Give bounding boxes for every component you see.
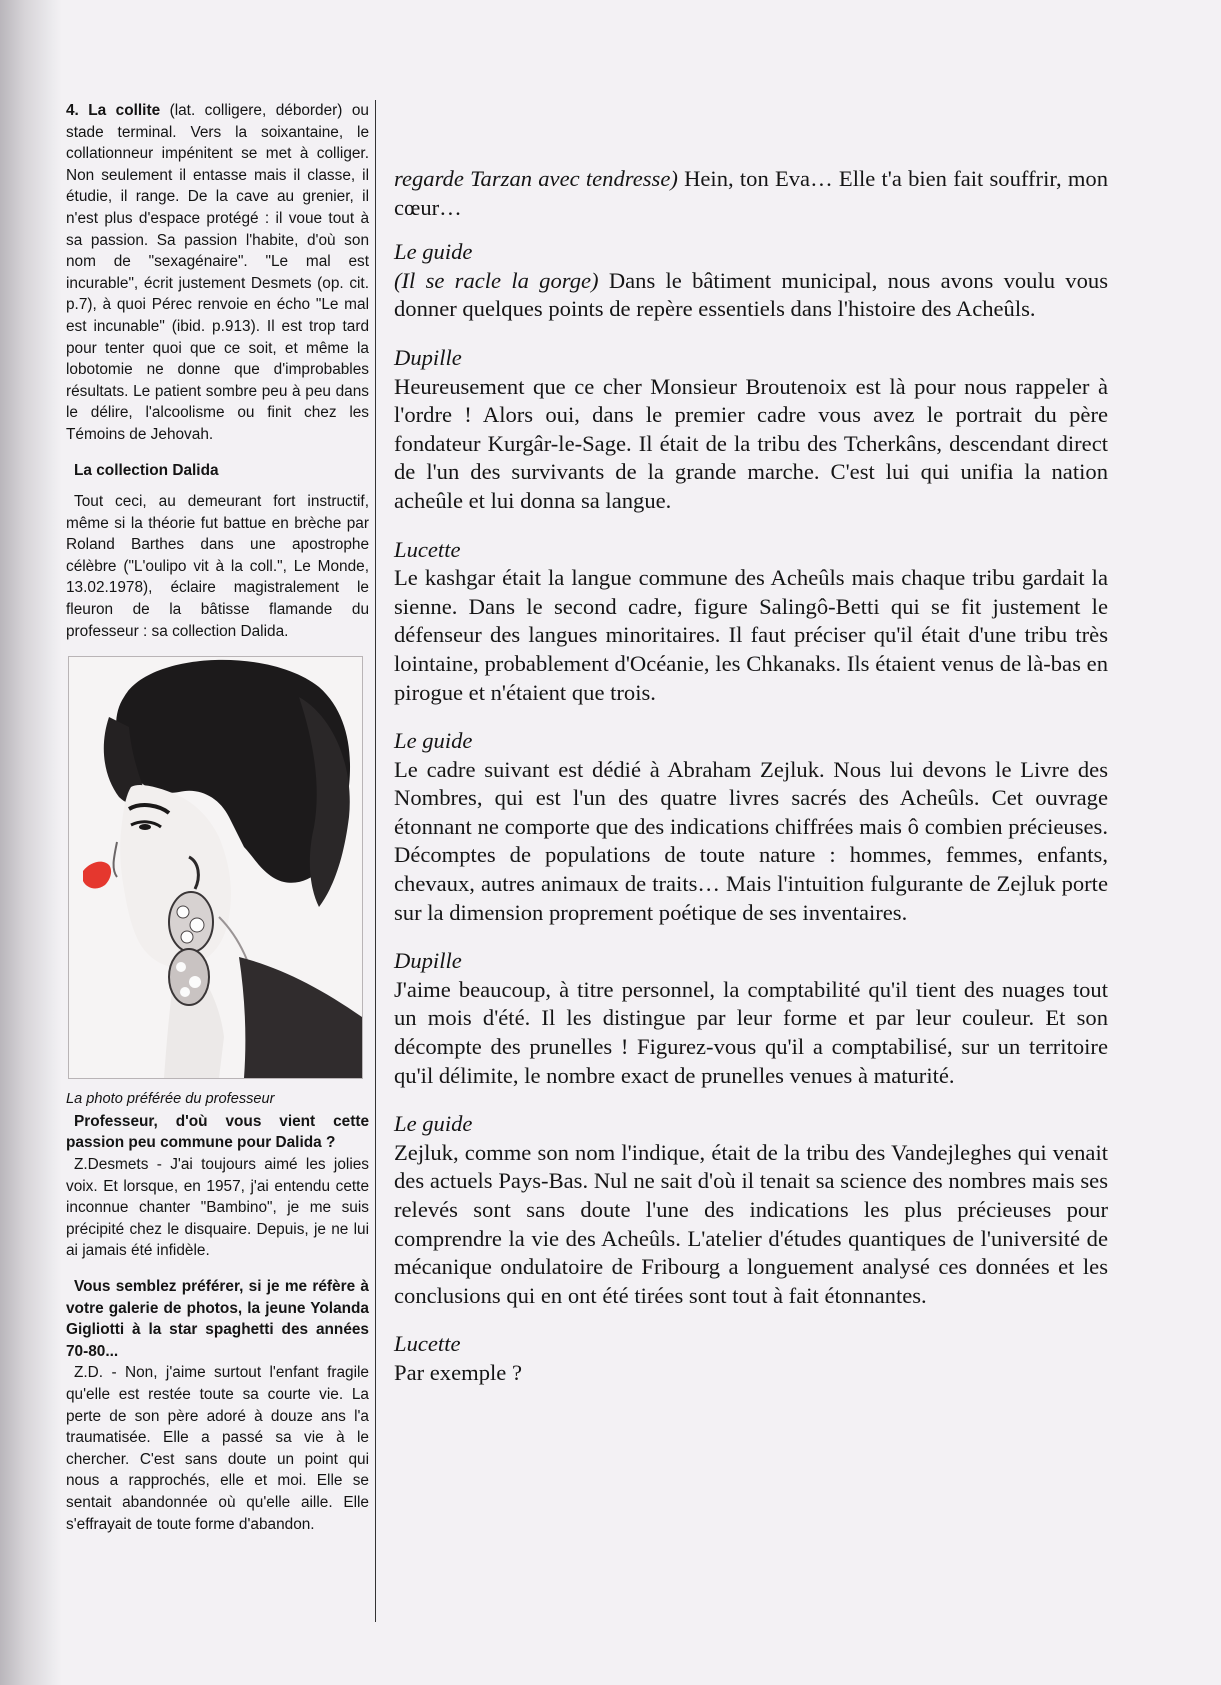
interview-question: Professeur, d'où vous vient cette passion peu commune pour Dalida ? [66, 1112, 369, 1152]
left-column [66, 100, 369, 1535]
page-binding-edge [0, 0, 62, 1685]
interview-answer: Z.D. - Non, j'aime surtout l'enfant fragile qu'elle est restée toute sa courte vie. La perte de son père adoré à douze ans l'a traumatisée. Elle a passé sa vie à le chercher. C'est sans doute un point qui nous a rapprochés, elle et moi. Elle se sentait abandonnée où qu'elle aille. Elle s'effrayait de toute forme d'abandon. [66, 1364, 369, 1533]
collite-heading: 4. La collite [66, 102, 161, 119]
opening-line: regarde Tarzan avec tendresse) Hein, ton Eva… Elle t'a bien fait souffrir, mon cœur… [394, 166, 1108, 220]
speaker-name: Dupille [394, 948, 462, 974]
speaker-name: Le guide [394, 728, 473, 754]
column-divider [375, 100, 376, 1622]
dialogue-text: Le kashgar était la langue commune des Acheûls mais chaque tribu gardait la sienne. Dans le second cadre, figure Salingô-Betti qui se fit justement le défenseur des langues minoritaires. Il faut préciser qu'il était d'une tribu très lointaine, probablement d'Océanie, les Chkanaks. Ils étaient venus de là-bas en pirogue et n'étaient que trois. [394, 565, 1108, 705]
dialogue-text: Zejluk, comme son nom l'indique, était de la tribu des Vandejleghes qui venait des actuels Pays-Bas. Nul ne sait d'où il tenait sa science des nombres mais ses relevés sont sans doute l'une des indications les plus précieuses pour comprendre la vie des Acheûls. L'atelier d'études quantiques de l'université de mécanique ondulatoire de Fribourg a longuement analysé ces données et les conclusions qui en ont été tirées sont tout à fait étonnantes. [394, 1139, 1108, 1308]
speaker-name: Lucette [394, 536, 461, 562]
dialogue-text: Par exemple ? [394, 1359, 522, 1385]
dialogue-text: J'aime beaucoup, à titre personnel, la comptabilité qu'il tient des nuages tout un mois d'été. Il les distingue par leur forme et par leur couleur. Et son décompte des prunelles ! Figurez-vous qu'il a comptabilisé, sur un territoire qu'il délimite, le nombre exact de prunelles venues à maturité. [394, 976, 1108, 1088]
interview-question: Vous semblez préférer, si je me réfère à votre galerie de photos, la jeune Yolanda Gigliotti à la star spaghetti des années 70-80... [66, 1278, 369, 1360]
right-column [394, 165, 1108, 1388]
speaker-name: Lucette [394, 1331, 461, 1357]
interview-answer: Z.Desmets - J'ai toujours aimé les jolies voix. Et lorsque, en 1957, j'ai entendu cette inconnue chanter "Bambino", je me suis précipité chez le disquaire. Depuis, je ne lui ai jamais été infidèle. [66, 1156, 369, 1260]
collite-paragraph: 4. La collite (lat. colligere, déborder) ou stade terminal. Vers la soixantaine, le collationneur impénitent se met à colliger. Non seulement il entasse mais il classe, il étudie, il range. De la cave au grenier, il n'est plus d'espace protégé : il voue tout à sa passion. Sa passion l'habite, d'où son nom de "sexagénaire". "Le mal est incurable", écrit justement Desmets (op. cit. p.7), à quoi Pérec renvoie en écho "Le mal est incunable" (ibid. p.913). Il est trop tard pour tenter quoi que ce soit, et même la lobotomie ne donne que d'improbables résultats. Le patient sombre peu à peu dans le délire, l'alcoolisme ou finit chez les Témoins de Jehovah. [66, 102, 369, 443]
speaker-name: Dupille [394, 344, 462, 370]
dialogue-text: Heureusement que ce cher Monsieur Broutenoix est là pour nous rappeler à l'ordre ! Alors oui, dans le premier cadre vous avez le portrait du père fondateur Kurgâr-le-Sage. Il était de la tribu des Tcherkâns, descendant direct de l'un des survivants de la grande marche. C'est lui qui unifia la nation acheûle et lui donna sa langue. [394, 373, 1108, 513]
section-title: La collection Dalida [74, 461, 219, 479]
photo-caption: La photo préférée du professeur [66, 1091, 275, 1108]
dialogue-text: (Il se racle la gorge) Dans le bâtiment municipal, nous avons voulu vous donner quelques points de repère essentiels dans l'histoire des Acheûls. [394, 267, 1108, 322]
dalida-photo [68, 656, 363, 1079]
speaker-name: Le guide [394, 239, 473, 265]
dalida-intro-paragraph: Tout ceci, au demeurant fort instructif, même si la théorie fut battue en brèche par Roland Barthes dans une apostrophe célèbre ("L'oulipo vit à la coll.", Le Monde, 13.02.1978), éclaire magistralement le fleuron de la bâtisse flamande du professeur : sa collection Dalida. [66, 493, 369, 640]
dialogue-text: Le cadre suivant est dédié à Abraham Zejluk. Nous lui devons le Livre des Nombres, qui est l'un des quatre livres sacrés des Acheûls. Cet ouvrage étonnant ne comporte que des indications chiffrées mais ô combien précieuses. Décomptes de populations de toute nature : hommes, femmes, enfants, chevaux, autres animaux de traits… Mais l'intuition fulgurante de Zejluk porte sur la dimension proprement poétique de ses inventaires. [394, 756, 1108, 925]
speaker-name: Le guide [394, 1111, 473, 1137]
